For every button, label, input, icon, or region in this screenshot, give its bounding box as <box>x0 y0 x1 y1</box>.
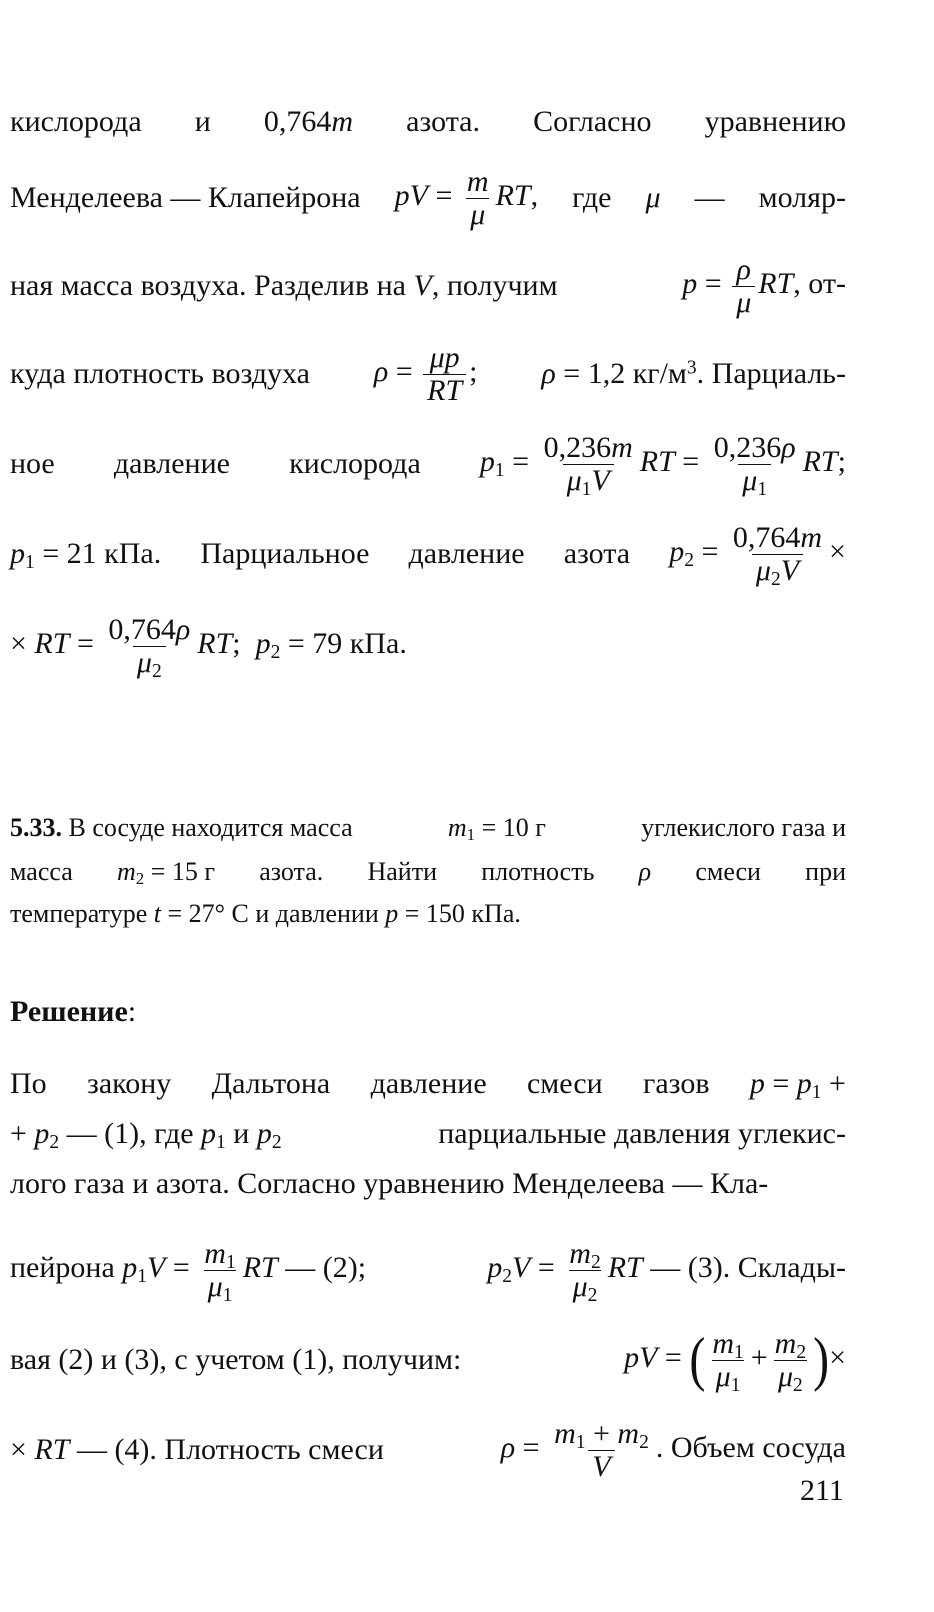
solution-line-2: + $p_2$ — (1), где $p_1$ и $p_2$ парциальные давления углекис- <box>10 1117 846 1153</box>
text-line-4: куда плотность воздуха ρ = $\frac{\mu p}{RT}$ ; ρ = 1,2 $кг/м^3$. Парциаль- <box>10 341 846 407</box>
text-line-3: ная масса воздуха. Разделив на V, получим p = $\frac{\rho}{\mu}$ RT, от- <box>10 253 846 319</box>
solution-heading: Решение: <box>10 995 137 1028</box>
problem-line-3: температуре t = 27° C и давлении p = 150 кПа. <box>10 899 521 928</box>
page-number: 211 <box>800 1474 844 1507</box>
solution-line-5: вая (2) и (3), с учетом (1), получим: pV = ( $\frac{m_1}{\mu_1}$ + $\frac{m_2}{\mu_2}$ )× <box>10 1326 846 1396</box>
problem-line-1: 5.33. В сосуде находится масса $m_1 = 10$ г углекислого газа и <box>10 813 846 845</box>
solution-line-4: пейрона $p_1V$ = $\frac{m_1}{\mu_1}$ RT — (2); $p_2V$ = $\frac{m_2}{\mu_2}$ RT — (3). Склады- <box>10 1237 846 1306</box>
text-line-6: $p_1 = 21$ кПа. Парциальное давление азота $p_2$ = $\frac{0,764m}{\mu_2V}$ × <box>10 521 846 590</box>
solution-line-1: По закону Дальтона давление смеси газов $p = p_1$ + <box>10 1067 846 1103</box>
problem-line-2: масса $m_2 = 15$ г азота. Найти плотность ρ смеси при <box>10 857 846 889</box>
text-line-1: кислорода и 0,764m азота. Согласно уравнению <box>10 105 846 138</box>
text-line-2: Менделеева — Клапейрона pV = $\frac{m}{\mu}$ RT, где μ — моляр- <box>10 165 846 231</box>
solution-line-3: лого газа и азота. Согласно уравнению Менделеева — Кла- <box>10 1167 769 1200</box>
text-line-7: × RT = $\frac{0,764\rho}{\mu_2}$ RT; $p_2 = 79$ кПа. <box>10 613 407 682</box>
solution-line-6: × RT — (4). Плотность смеси ρ = $\frac{m_1 + m_2}{V}$ . Объем сосуда <box>10 1417 846 1483</box>
text-line-5: ное давление кислорода $p_1$ = $\frac{0,236m}{\mu_1V}$ RT = $\frac{0,236\rho}{\mu_1}$ RT; <box>10 431 846 500</box>
